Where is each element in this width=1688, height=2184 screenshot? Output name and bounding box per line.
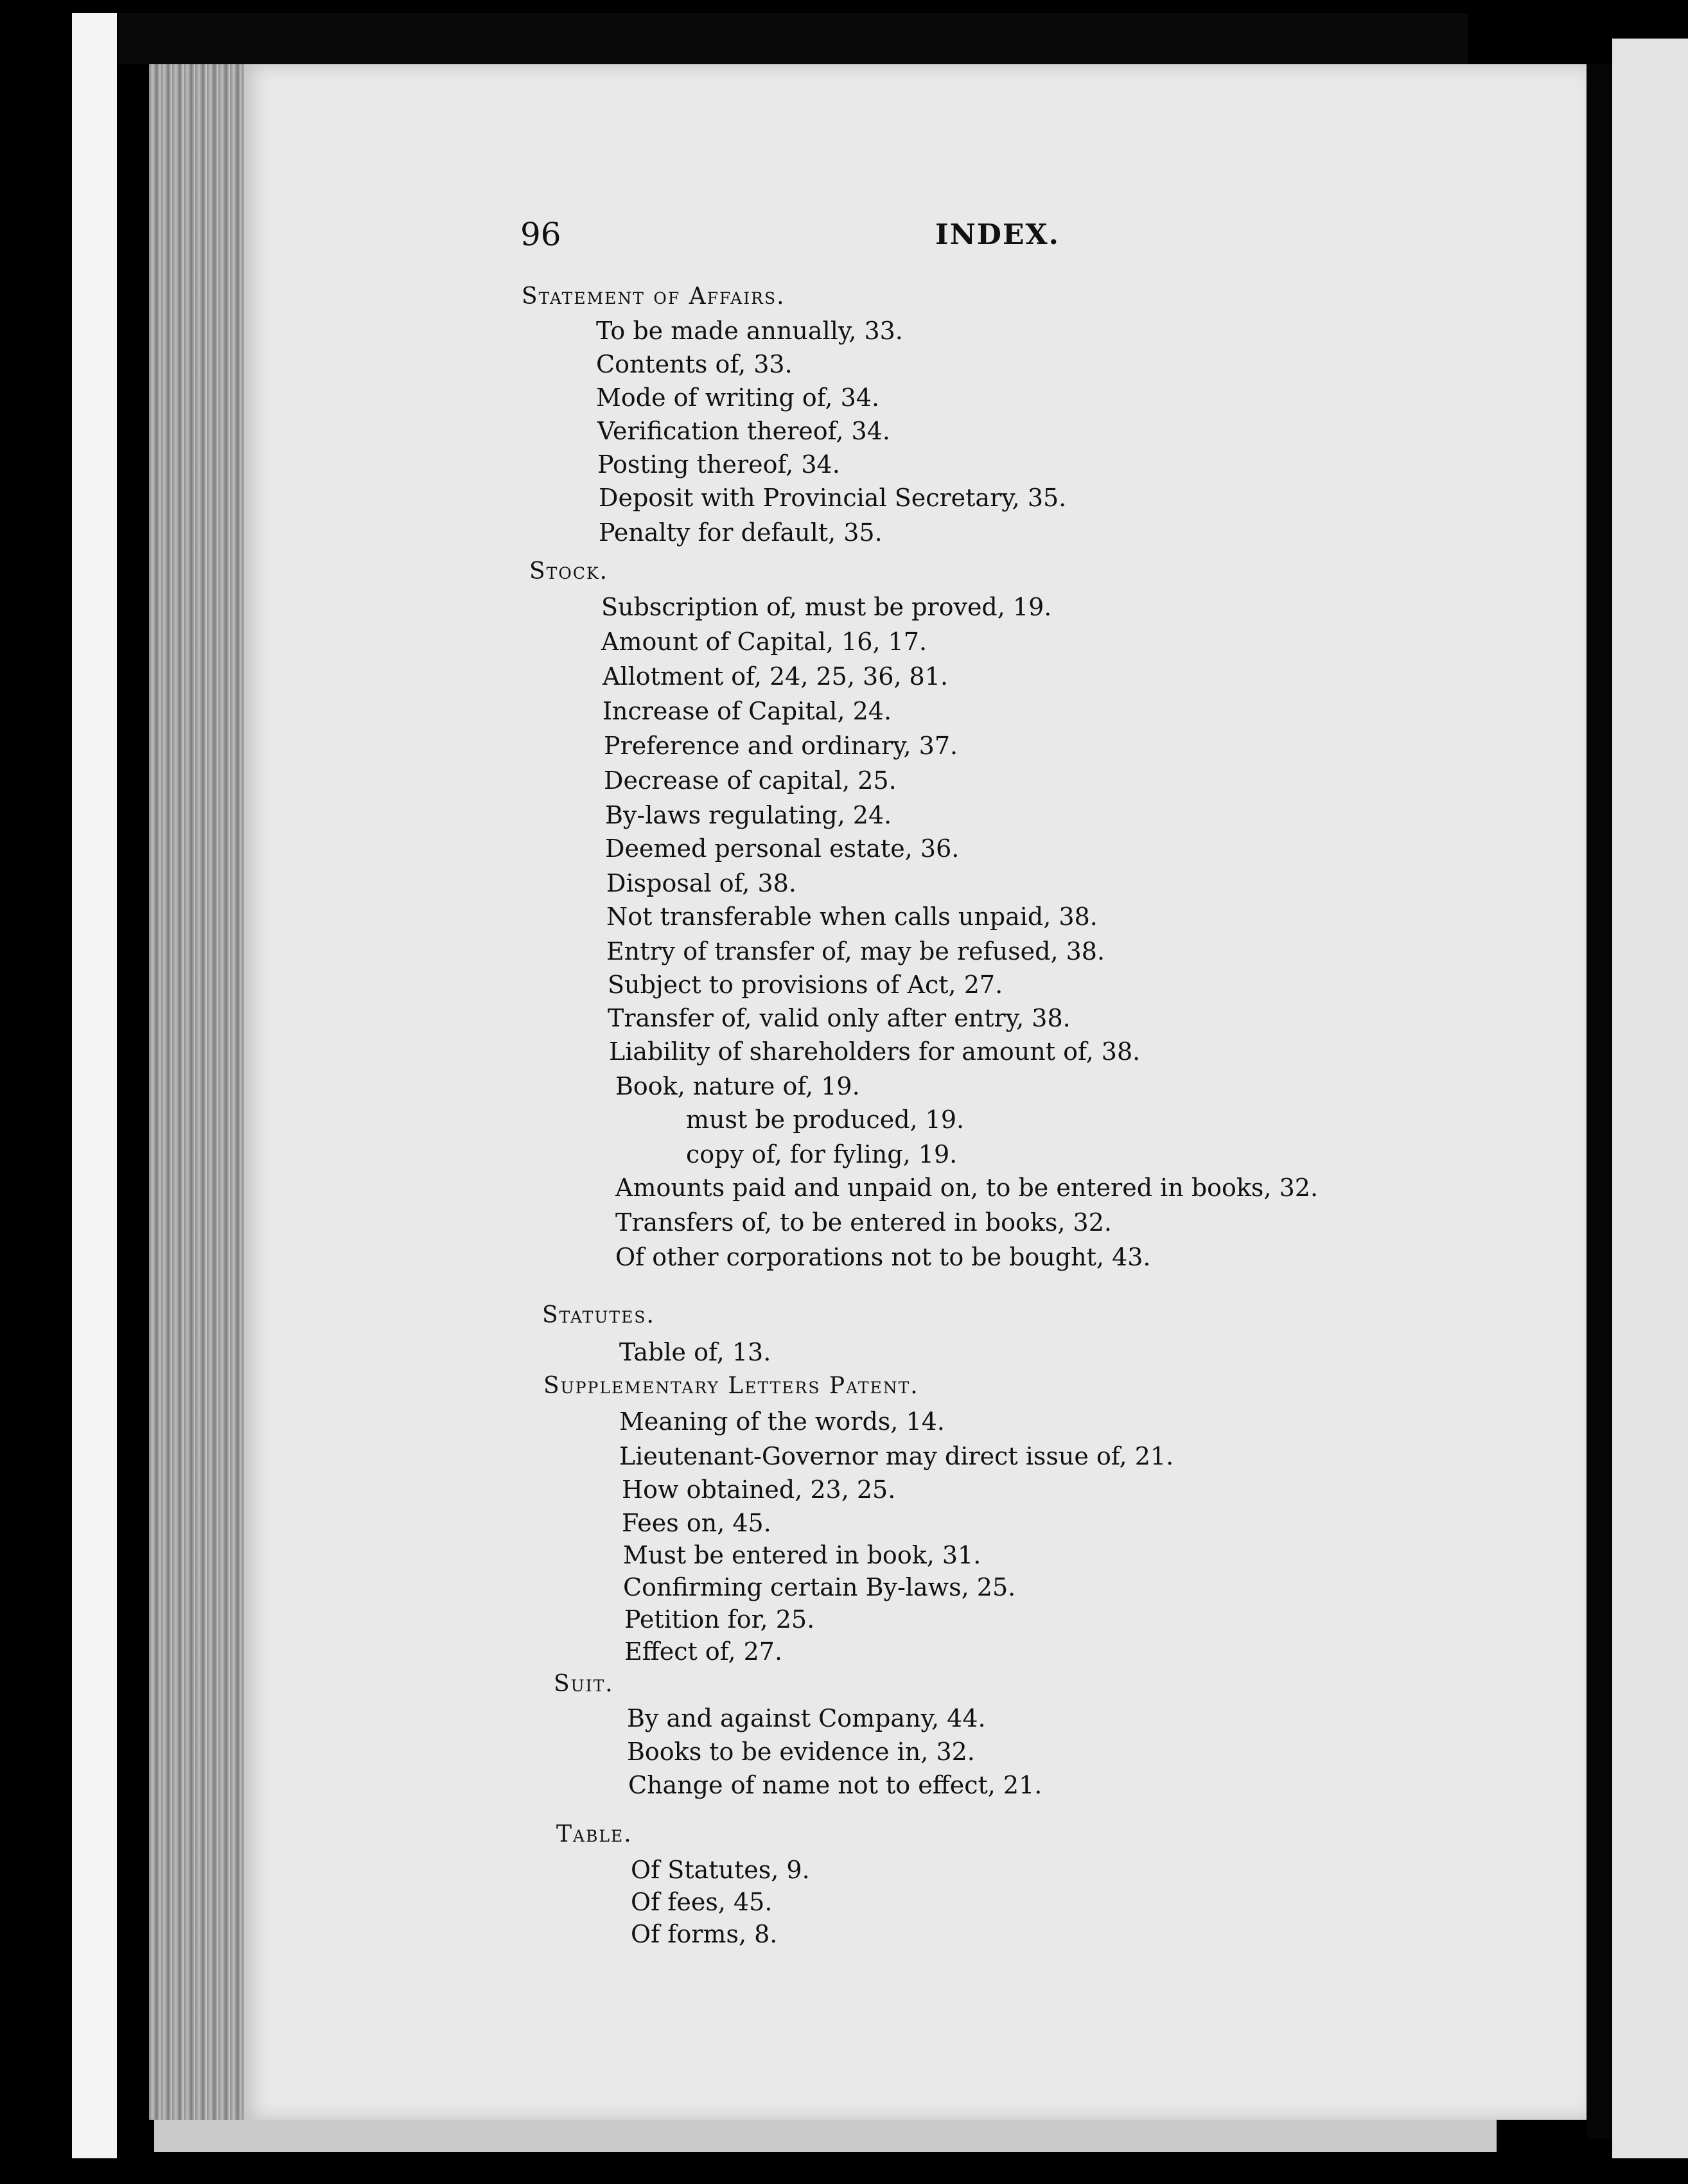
book-page (244, 64, 1587, 2120)
index-entry: Of other corporations not to be bought, 43. (615, 1243, 1151, 1271)
index-entry: Transfer of, valid only after entry, 38. (608, 1004, 1071, 1032)
index-entry: Amounts paid and unpaid on, to be entered in books, 32. (615, 1174, 1319, 1202)
section-heading: Stock. (529, 558, 609, 585)
facing-page-edge (1612, 39, 1688, 2158)
index-subentry: copy of, for fyling, 19. (686, 1140, 958, 1168)
index-entry: Of forms, 8. (631, 1920, 778, 1948)
page-bottom-edge (154, 2120, 1497, 2152)
section-heading: Statutes. (542, 1302, 655, 1328)
index-entry: Of fees, 45. (631, 1888, 773, 1916)
index-entry: Posting thereof, 34. (597, 450, 840, 479)
gutter-shadow (1587, 64, 1612, 2139)
index-entry: Of Statutes, 9. (631, 1856, 810, 1884)
index-entry: Fees on, 45. (622, 1509, 771, 1537)
index-entry: Effect of, 27. (624, 1637, 783, 1666)
index-entry: Penalty for default, 35. (599, 518, 883, 547)
index-entry: Book, nature of, 19. (615, 1072, 860, 1100)
index-entry: Table of, 13. (619, 1338, 771, 1366)
running-title: INDEX. (935, 218, 1060, 251)
index-entry: Meaning of the words, 14. (619, 1407, 945, 1436)
index-entry: Deemed personal estate, 36. (605, 834, 960, 863)
index-entry: Increase of Capital, 24. (602, 697, 892, 725)
index-entry: Not transferable when calls unpaid, 38. (606, 903, 1098, 931)
section-heading: Supplementary Letters Patent. (543, 1373, 919, 1399)
index-entry: Petition for, 25. (624, 1605, 815, 1634)
index-entry: Liability of shareholders for amount of, 38. (609, 1037, 1141, 1066)
scan-border-top (119, 13, 1468, 64)
index-entry: Preference and ordinary, 37. (604, 732, 958, 760)
index-entry: Books to be evidence in, 32. (627, 1738, 975, 1766)
index-entry: Entry of transfer of, may be refused, 38. (606, 937, 1105, 965)
index-entry: Disposal of, 38. (606, 869, 796, 897)
index-entry: Confirming certain By-laws, 25. (623, 1573, 1016, 1601)
index-subentry: must be produced, 19. (686, 1105, 965, 1134)
index-entry: Lieutenant-Governor may direct issue of, 21. (619, 1442, 1174, 1470)
section-heading: Suit. (554, 1671, 614, 1697)
index-entry: Verification thereof, 34. (597, 417, 890, 445)
index-entry: Mode of writing of, 34. (596, 383, 880, 412)
index-entry: Subscription of, must be proved, 19. (601, 593, 1052, 621)
index-entry: Must be entered in book, 31. (623, 1541, 981, 1569)
index-entry: Deposit with Provincial Secretary, 35. (599, 484, 1067, 512)
index-entry: How obtained, 23, 25. (622, 1475, 896, 1504)
section-heading: Table. (556, 1821, 633, 1847)
index-entry: Allotment of, 24, 25, 36, 81. (602, 662, 948, 691)
index-entry: Change of name not to effect, 21. (628, 1771, 1042, 1799)
index-entry: By and against Company, 44. (627, 1704, 986, 1732)
index-entry: Decrease of capital, 25. (604, 766, 897, 795)
page-number: 96 (520, 216, 561, 253)
index-entry: Contents of, 33. (596, 350, 793, 378)
index-entry: To be made annually, 33. (596, 317, 903, 345)
scan-border-left (72, 13, 117, 2158)
index-entry: Amount of Capital, 16, 17. (601, 628, 928, 656)
index-entry: By-laws regulating, 24. (605, 801, 892, 829)
index-entry: Transfers of, to be entered in books, 32. (615, 1208, 1112, 1237)
section-heading: Statement of Affairs. (522, 283, 786, 310)
index-entry: Subject to provisions of Act, 27. (608, 971, 1003, 999)
page-stack-edges (149, 64, 258, 2120)
